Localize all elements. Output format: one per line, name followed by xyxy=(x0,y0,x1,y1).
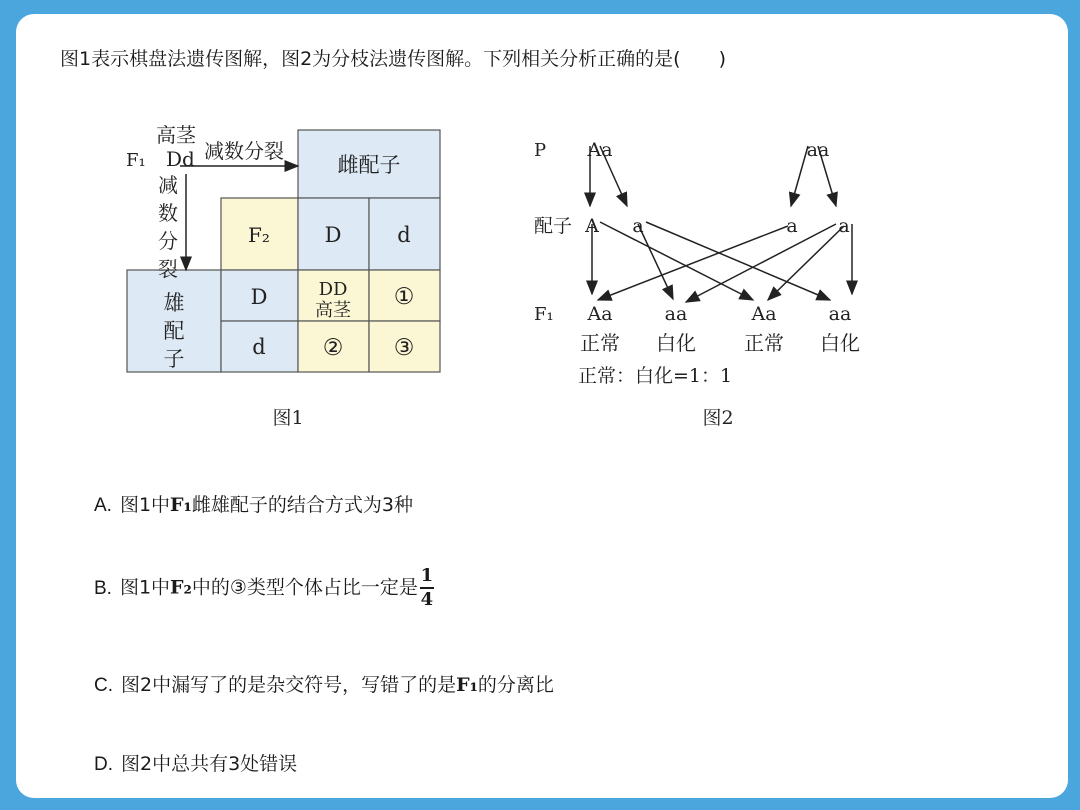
gamete-2: a xyxy=(632,215,644,237)
option-c-prefix: 图2中漏写了的是杂交符号，写错了的是 xyxy=(121,674,457,696)
option-b-f2: F₂ xyxy=(170,576,192,599)
cell-2-label: ② xyxy=(322,335,344,361)
offspring-2: aa xyxy=(664,303,688,325)
meiosis-v-1: 减 xyxy=(158,173,178,197)
male-gamete-2: 配 xyxy=(163,319,185,343)
cell-3-label: ③ xyxy=(393,335,415,361)
option-b-fraction xyxy=(420,566,434,610)
gamete-3: a xyxy=(786,215,798,237)
figure-1-punnett-square xyxy=(106,102,486,432)
option-c-f1: F₁ xyxy=(456,674,478,696)
phenotype-2: 白化 xyxy=(656,331,696,355)
fraction-denominator: 4 xyxy=(420,589,434,610)
gamete-1: A xyxy=(585,215,599,237)
arrow-g4-o2 xyxy=(686,224,836,302)
option-d-text: 图2中总共有3处错误 xyxy=(121,753,298,775)
offspring-3: Aa xyxy=(751,303,777,325)
option-a[interactable] xyxy=(94,490,413,517)
figure-2-branch-diagram xyxy=(508,114,888,434)
phenotype-4: 白化 xyxy=(820,331,860,355)
f1-label: F₁ xyxy=(126,150,146,171)
col-D-label: D xyxy=(324,223,342,247)
gamete-label: 配子 xyxy=(534,215,573,237)
option-c-letter: C. xyxy=(94,675,113,696)
parent-phenotype: 高茎 xyxy=(156,123,196,147)
col-d-label: d xyxy=(397,223,411,247)
row-d-label: d xyxy=(252,335,266,359)
phenotype-3: 正常 xyxy=(744,331,784,355)
option-a-f1: F₁ xyxy=(170,494,192,516)
question-text: 图1表示棋盘法遗传图解，图2为分枝法遗传图解。下列相关分析正确的是( ) xyxy=(60,48,727,70)
parent-genotype: Dd xyxy=(166,147,195,171)
figure-1-caption: 图1 xyxy=(272,407,304,429)
option-a-text: 雌雄配子的结合方式为3种 xyxy=(191,494,413,516)
arrow-g2-o4 xyxy=(646,222,830,300)
option-d[interactable] xyxy=(94,749,297,776)
row-D-label: D xyxy=(250,285,268,309)
cell-1-label: ① xyxy=(393,284,415,310)
option-b[interactable] xyxy=(94,566,434,610)
offspring-1: Aa xyxy=(587,303,613,325)
meiosis-horizontal-label: 减数分裂 xyxy=(204,139,284,163)
question-card xyxy=(16,14,1068,798)
option-b-text: 中的③类型个体占比一定是 xyxy=(191,576,418,599)
parent-2: aa xyxy=(806,139,830,161)
p-label: P xyxy=(534,140,547,161)
ratio-text: 正常：白化=1：1 xyxy=(578,365,733,387)
meiosis-v-3: 分 xyxy=(158,229,178,253)
option-b-prefix: 图1中 xyxy=(119,576,171,599)
dd-phenotype: 高茎 xyxy=(315,300,351,321)
meiosis-v-2: 数 xyxy=(158,201,178,225)
option-b-letter: B. xyxy=(94,577,112,599)
fraction-numerator: 1 xyxy=(420,565,434,586)
dd-genotype: DD xyxy=(318,279,348,300)
male-gamete-3: 子 xyxy=(163,347,185,371)
arrow-g1-o3 xyxy=(600,222,753,300)
option-d-letter: D. xyxy=(94,754,113,775)
f2-corner-label: F₂ xyxy=(248,223,270,247)
parent-1: Aa xyxy=(587,139,613,161)
figure-2-caption: 图2 xyxy=(702,407,734,429)
male-gamete-1: 雄 xyxy=(163,291,185,315)
option-c-text: 的分离比 xyxy=(477,674,554,696)
gamete-4: a xyxy=(838,215,850,237)
female-gamete-label: 雌配子 xyxy=(337,153,401,177)
phenotype-1: 正常 xyxy=(580,331,620,355)
arrow-p2-g3 xyxy=(791,146,808,206)
offspring-4: aa xyxy=(828,303,852,325)
arrow-g4-o3 xyxy=(768,226,844,300)
option-a-letter: A. xyxy=(94,495,112,516)
f1-label: F₁ xyxy=(534,304,554,325)
meiosis-v-4: 裂 xyxy=(158,257,178,281)
option-c[interactable] xyxy=(94,670,554,697)
option-a-prefix: 图1中 xyxy=(119,494,171,516)
